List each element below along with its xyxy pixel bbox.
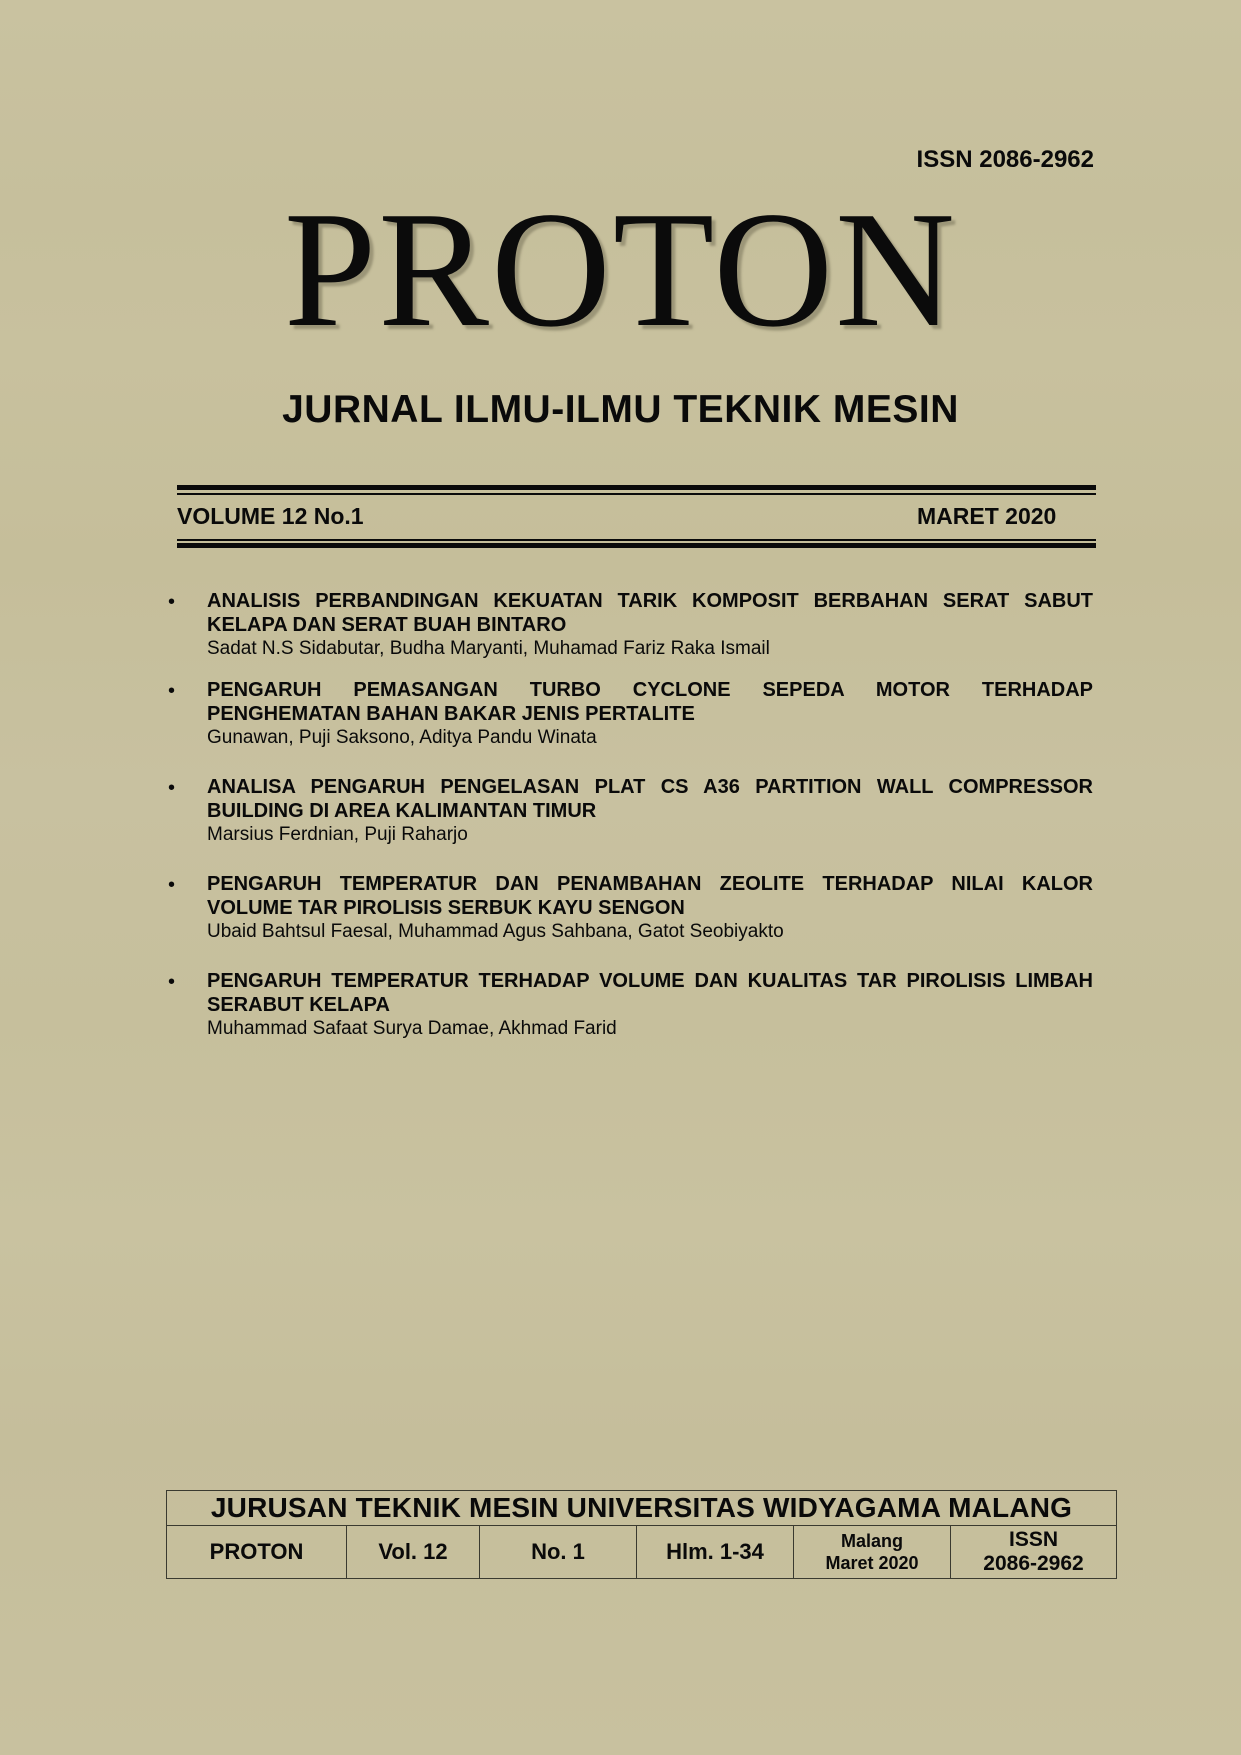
article-authors: Sadat N.S Sidabutar, Budha Maryanti, Muhamad Fariz Raka Ismail [207,638,770,659]
footer-issue: No. 1 [480,1526,637,1579]
issue-date: MARET 2020 [917,503,1057,529]
bullet-icon: • [168,777,176,799]
article-title: PENGARUH TEMPERATUR DAN PENAMBAHAN ZEOLITE TERHADAP NILAI KALOR VOLUME TAR PIROLISIS SERBUK KAYU SENGON [207,873,1093,919]
journal-subtitle: JURNAL ILMU-ILMU TEKNIK MESIN [282,388,959,431]
footer-journal: PROTON [167,1526,347,1579]
bottom-rule-thin [177,539,1096,541]
bullet-icon: • [168,680,176,702]
top-rule-thin [177,493,1096,495]
bottom-rule-thick [177,543,1096,548]
article-title: ANALISIS PERBANDINGAN KEKUATAN TARIK KOMPOSIT BERBAHAN SERAT SABUT KELAPA DAN SERAT BUAH BINTARO [207,590,1093,636]
footer-info-table [166,1490,1117,1579]
footer-pages: Hlm. 1-34 [637,1526,794,1579]
bullet-icon: • [168,971,176,993]
article-item [168,589,1093,661]
article-item [168,678,1093,750]
footer-volume: Vol. 12 [347,1526,480,1579]
article-authors: Marsius Ferdnian, Puji Raharjo [207,824,468,845]
footer-issn-number: 2086-2962 [983,1552,1084,1575]
footer-institution: JURUSAN TEKNIK MESIN UNIVERSITAS WIDYAGAMA MALANG [167,1491,1117,1526]
footer-place-date [794,1526,951,1579]
bullet-icon: • [168,874,176,896]
article-authors: Ubaid Bahtsul Faesal, Muhammad Agus Sahbana, Gatot Seobiyakto [207,921,784,942]
footer-issn-label: ISSN [1009,1528,1059,1551]
journal-masthead: PROTON [283,177,958,361]
article-list [168,589,1093,1041]
article-item [168,872,1093,944]
top-rule-thick [177,485,1096,490]
article-title: PENGARUH TEMPERATUR TERHADAP VOLUME DAN KUALITAS TAR PIROLISIS LIMBAH SERABUT KELAPA [207,970,1093,1016]
article-authors: Muhammad Safaat Surya Damae, Akhmad Farid [207,1018,617,1039]
footer-city: Malang [840,1531,903,1551]
volume-number: VOLUME 12 No.1 [177,503,364,529]
footer-issn [951,1526,1117,1579]
bullet-icon: • [168,591,176,613]
issn-number: ISSN 2086-2962 [916,146,1094,173]
footer-date: Maret 2020 [825,1553,919,1573]
article-item [168,775,1093,847]
article-title: PENGARUH PEMASANGAN TURBO CYCLONE SEPEDA MOTOR TERHADAP PENGHEMATAN BAHAN BAKAR JENIS PERTALITE [207,679,1093,725]
article-title: ANALISA PENGARUH PENGELASAN PLAT CS A36 PARTITION WALL COMPRESSOR BUILDING DI AREA KALIMANTAN TIMUR [207,776,1093,822]
article-item [168,969,1093,1041]
article-authors: Gunawan, Puji Saksono, Aditya Pandu Winata [207,727,597,748]
